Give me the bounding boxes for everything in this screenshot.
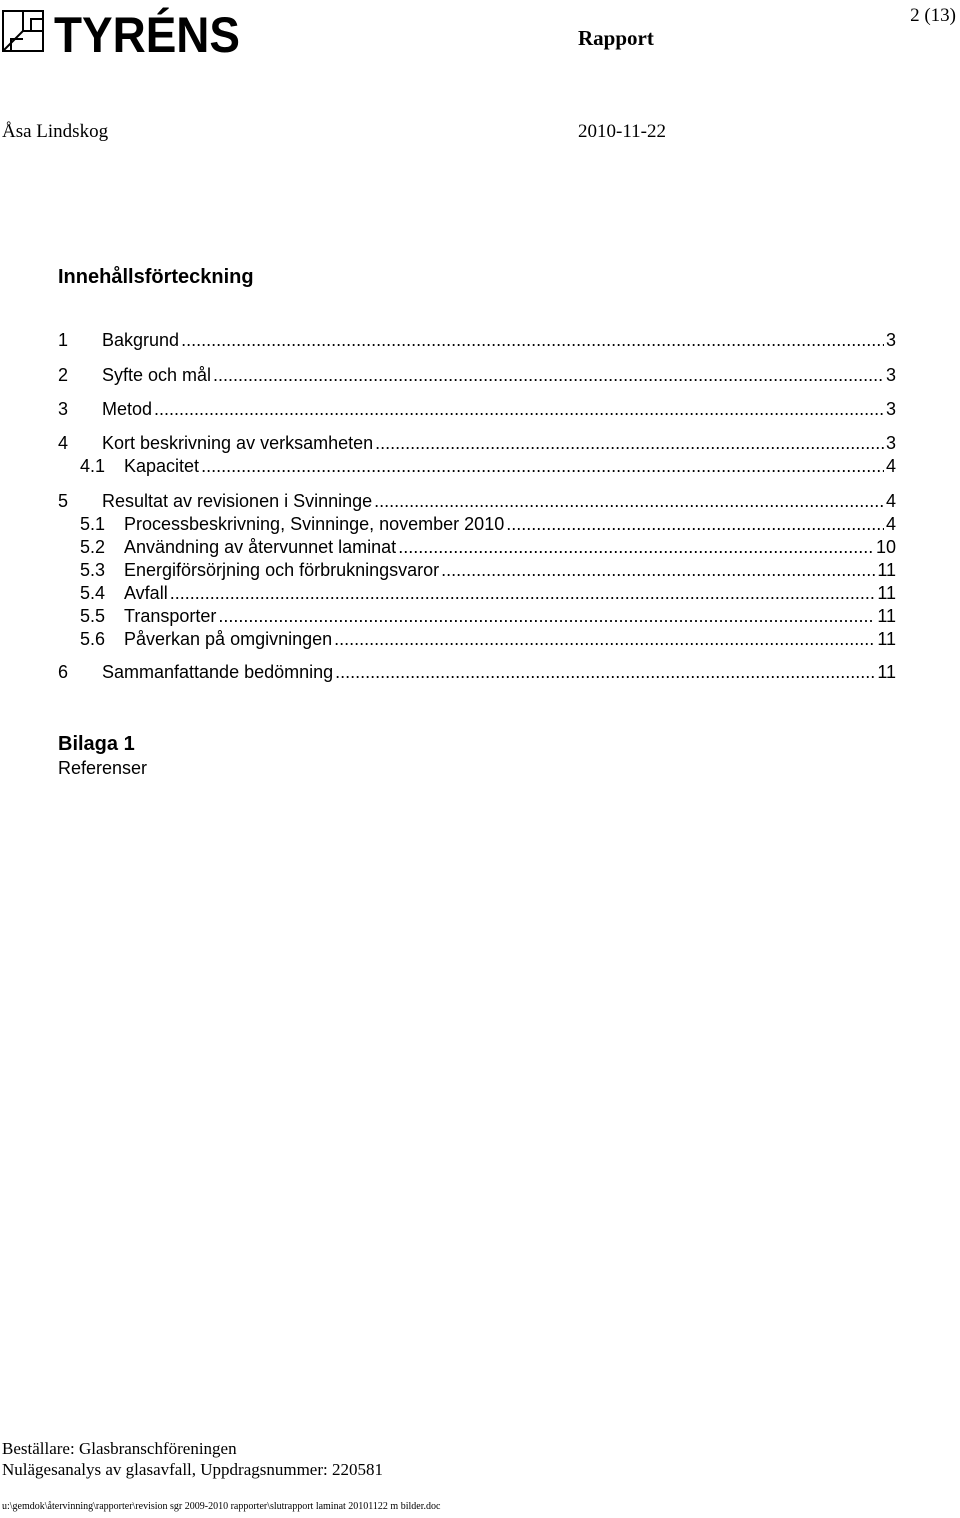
company-logo	[2, 6, 242, 56]
footer-client: Beställare: Glasbranschföreningen	[2, 1439, 237, 1458]
toc-entry-page: 4	[885, 456, 896, 476]
page-number: 2 (13)	[910, 5, 956, 26]
toc-leader-dots	[218, 605, 875, 627]
toc-entry-number: 3	[58, 399, 69, 419]
toc-entry[interactable]	[58, 661, 896, 683]
toc-entry[interactable]	[58, 490, 896, 512]
toc-entry-page: 10	[875, 537, 896, 557]
toc-leader-dots	[398, 536, 874, 558]
toc-entry-title: Påverkan på omgivningen	[124, 629, 333, 649]
toc-heading: Innehållsförteckning	[58, 266, 254, 288]
toc-entry-title: Avfall	[124, 583, 168, 603]
document-date: 2010-11-22	[578, 121, 666, 142]
toc-entry-title: Processbeskrivning, Svinninge, november 2010	[124, 514, 505, 534]
toc-leader-dots	[335, 661, 875, 683]
toc-entry-number: 5	[58, 491, 69, 511]
toc-entry-title: Energiförsörjning och förbrukningsvaror	[124, 560, 440, 580]
toc-entry[interactable]	[58, 329, 896, 351]
toc-leader-dots	[375, 432, 884, 454]
toc-entry-title: Syfte och mål	[102, 365, 212, 385]
toc-entry-number: 5.1	[80, 514, 106, 534]
document-type: Rapport	[578, 26, 654, 50]
toc-leader-dots	[506, 513, 884, 535]
toc-entry-title: Resultat av revisionen i Svinninge	[102, 491, 373, 511]
toc-entry-number: 4.1	[80, 456, 106, 476]
toc-entry-title: Metod	[102, 399, 153, 419]
logo-mark-icon	[3, 11, 43, 51]
toc-entry-number: 5.2	[80, 537, 106, 557]
toc-entry-title: Användning av återvunnet laminat	[124, 537, 397, 557]
toc-leader-dots	[154, 398, 884, 420]
toc-entry[interactable]	[58, 398, 896, 420]
toc-entry-page: 11	[877, 583, 896, 603]
toc-entry-title: Transporter	[124, 606, 217, 626]
toc-entry-number: 5.6	[80, 629, 106, 649]
toc-entry-page: 11	[877, 629, 896, 649]
toc-entry-number: 5.3	[80, 560, 106, 580]
toc-entry-title: Sammanfattande bedömning	[102, 662, 334, 682]
toc-leader-dots	[334, 628, 875, 650]
logo-wordmark: TYRÉNS	[54, 7, 240, 56]
toc-entry[interactable]	[58, 536, 896, 558]
toc-entry[interactable]	[58, 628, 896, 650]
toc-entry-page: 11	[877, 606, 896, 626]
toc-entry-title: Kapacitet	[124, 456, 200, 476]
toc-entry-title: Kort beskrivning av verksamheten	[102, 433, 374, 453]
toc-leader-dots	[374, 490, 884, 512]
toc-entry-page: 3	[885, 399, 896, 419]
appendix-subtitle: Referenser	[58, 758, 148, 778]
toc-entry-number: 1	[58, 330, 69, 350]
toc-leader-dots	[441, 559, 875, 581]
toc-entry-page: 4	[885, 514, 896, 534]
toc-entry-page: 3	[885, 330, 896, 350]
toc-entry[interactable]	[58, 559, 896, 581]
toc-entry[interactable]	[58, 364, 896, 386]
toc-entry-number: 2	[58, 365, 69, 385]
footer-file-path: u:\gemdok\återvinning\rapporter\revision sgr 2009-2010 rapporter\slutrapport laminat 20101122 m bilder.doc	[2, 1501, 441, 1512]
toc-entry-number: 5.4	[80, 583, 106, 603]
toc-leader-dots	[213, 364, 884, 386]
toc-entry-page: 11	[877, 662, 896, 682]
toc-entry[interactable]	[58, 432, 896, 454]
toc-entry-page: 4	[885, 491, 896, 511]
toc-leader-dots	[201, 455, 884, 477]
toc-entry-page: 3	[885, 365, 896, 385]
toc-entry[interactable]	[58, 605, 896, 627]
toc-entry[interactable]	[58, 455, 896, 477]
toc-entry-number: 4	[58, 433, 69, 453]
toc-leader-dots	[170, 582, 876, 604]
toc-entry[interactable]	[58, 582, 896, 604]
toc-entry-page: 11	[877, 560, 896, 580]
author: Åsa Lindskog	[2, 121, 109, 142]
toc-entry-title: Bakgrund	[102, 330, 180, 350]
toc-entry-number: 6	[58, 662, 69, 682]
appendix-title: Bilaga 1	[58, 733, 135, 755]
toc-leader-dots	[181, 329, 884, 351]
footer-project: Nulägesanalys av glasavfall, Uppdragsnummer: 220581	[2, 1460, 383, 1479]
toc-entry-number: 5.5	[80, 606, 106, 626]
toc-entry[interactable]	[58, 513, 896, 535]
toc-entry-page: 3	[885, 433, 896, 453]
